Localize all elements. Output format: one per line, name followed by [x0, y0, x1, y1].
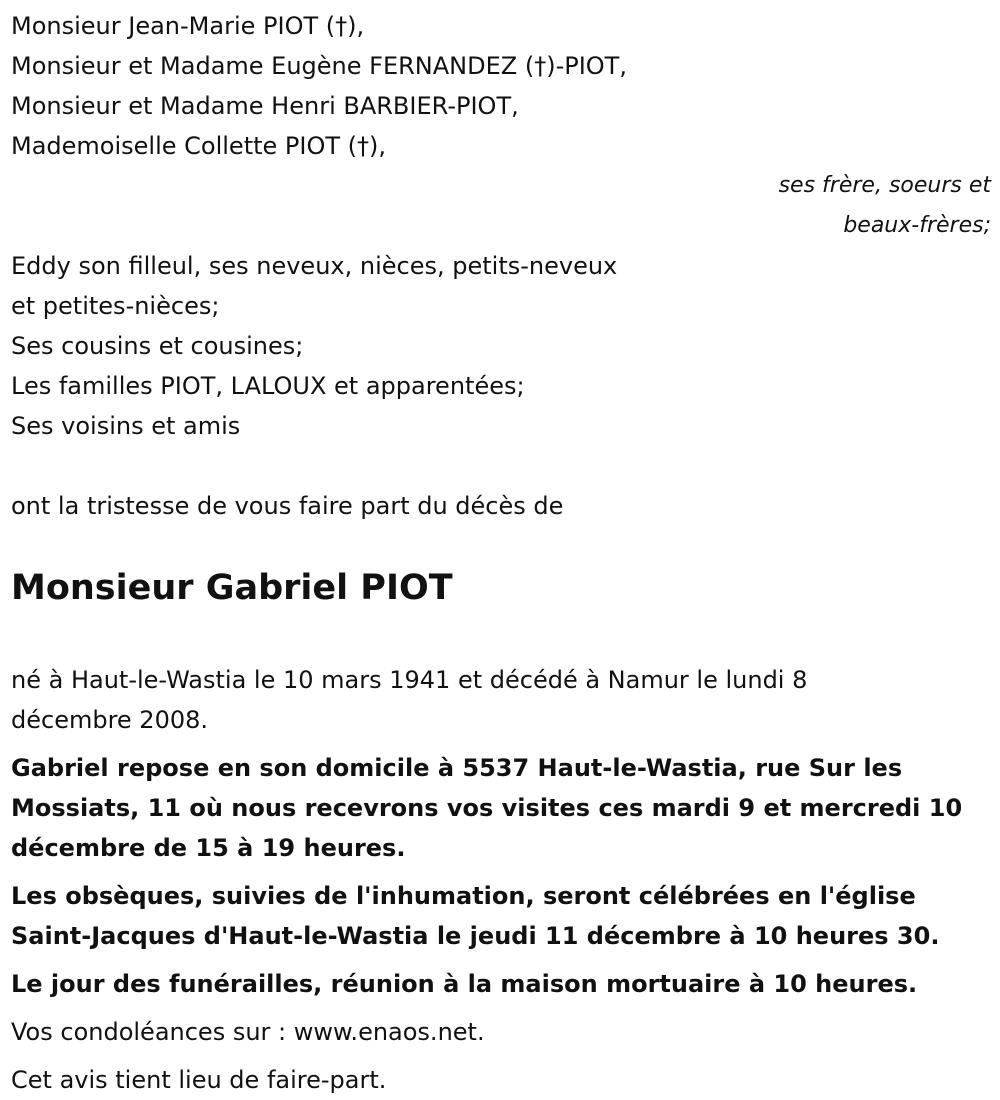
relatives-line-5: Ses voisins et amis	[11, 412, 241, 440]
family-block	[11, 6, 991, 166]
family-relation-line-1: ses frère, soeurs et	[778, 173, 991, 198]
spacer	[11, 740, 991, 748]
funeral-paragraph	[11, 876, 991, 956]
announcement-text: ont la tristesse de vous faire part du décès de	[11, 492, 564, 520]
relatives-line-1: Eddy son filleul, ses neveux, nièces, petits-neveux	[11, 252, 618, 280]
birth-death-line-1: né à Haut-le-Wastia le 10 mars 1941 et décédé à Namur le lundi 8	[11, 666, 808, 694]
visitation-line-2: Mossiats, 11 où nous recevrons vos visites ces mardi 9 et mercredi 10	[11, 794, 963, 822]
family-relation	[11, 166, 991, 246]
spacer	[11, 612, 991, 660]
visitation-line-3: décembre de 15 à 19 heures.	[11, 834, 406, 862]
funeral-line-1: Les obsèques, suivies de l'inhumation, seront célébrées en l'église	[11, 882, 916, 910]
relatives-line-4: Les familles PIOT, LALOUX et apparentées;	[11, 372, 525, 400]
spacer	[11, 868, 991, 876]
birth-death-line-2: décembre 2008.	[11, 706, 209, 734]
family-relation-line-2: beaux-frères;	[843, 213, 991, 238]
visitation-line-1: Gabriel repose en son domicile à 5537 Haut-le-Wastia, rue Sur les	[11, 754, 903, 782]
spacer	[11, 956, 991, 964]
relatives-block	[11, 246, 991, 446]
obituary-notice	[11, 6, 991, 1100]
funeral-line-2: Saint-Jacques d'Haut-le-Wastia le jeudi 11 décembre à 10 heures 30.	[11, 922, 940, 950]
spacer	[11, 1004, 991, 1012]
family-line-3: Monsieur et Madame Henri BARBIER-PIOT,	[11, 92, 519, 120]
deceased-name: Monsieur Gabriel PIOT	[11, 568, 453, 608]
family-line-2: Monsieur et Madame Eugène FERNANDEZ (†)-PIOT,	[11, 52, 627, 80]
birth-death-paragraph	[11, 660, 991, 740]
visitation-paragraph	[11, 748, 991, 868]
family-line-1: Monsieur Jean-Marie PIOT (†),	[11, 12, 365, 40]
reunion-paragraph: Le jour des funérailles, réunion à la maison mortuaire à 10 heures.	[11, 970, 918, 998]
relatives-line-3: Ses cousins et cousines;	[11, 332, 304, 360]
notice-paragraph: Cet avis tient lieu de faire-part.	[11, 1066, 387, 1094]
spacer	[11, 1052, 991, 1060]
relatives-line-2: et petites-nièces;	[11, 292, 220, 320]
spacer	[11, 446, 991, 486]
condolences-paragraph: Vos condoléances sur : www.enaos.net.	[11, 1018, 485, 1046]
family-line-4: Mademoiselle Collette PIOT (†),	[11, 132, 386, 160]
